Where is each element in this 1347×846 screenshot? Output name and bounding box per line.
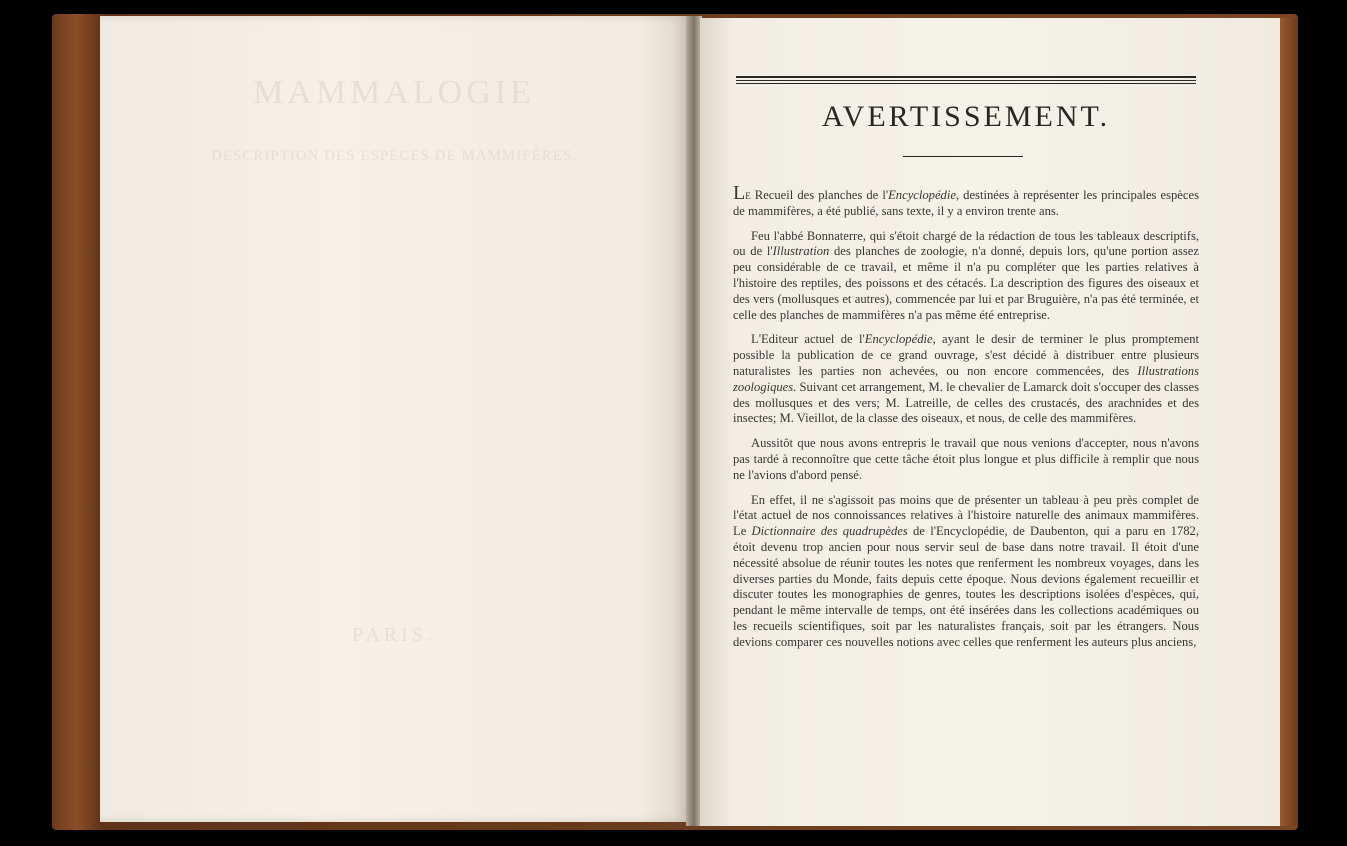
page-title: AVERTISSEMENT.: [821, 100, 1111, 133]
paragraph-5-text: En effet, il ne s'agissoit pas moins que de présenter un tableau à peu près complet de l'état actuel de nos connoissances relatives à l'histoire naturelle des animaux mammifères. Le: [733, 492, 1199, 539]
paragraph-4-text: Aussitôt que nous avons entrepris le travail que nous venions d'accepter, nous n'avons pas tardé à reconnoître que cette tâche étoit plus longue et plus difficile à remplir que nous ne l'avions d'abord pensé.: [733, 436, 1199, 482]
paragraph-2-text-end: des planches de zoologie, n'a donné, depuis lors, qu'une portion assez peu considérable de ce travail, et même il n'a pu compléter que les parties relatives à l'histoire des reptiles, des poissons et des cétacés. La description des figures des oiseaux et des vers (mollusques et autres), commencée par lui et par Bruguière, n'a pas été terminée, et celle des planches de mammifères n'a pas même été entreprise.: [733, 244, 1199, 322]
ghost-subtitle: DESCRIPTION DES ESPÈCES DE MAMMIFÈRES.: [211, 148, 577, 164]
ghost-imprint: PARIS.: [352, 624, 436, 646]
paragraph-2-text: Feu l'abbé Bonnaterre, qui s'étoit chargé de la rédaction de tous les tableaux descriptifs, ou de l': [733, 228, 1199, 259]
body-text: [733, 182, 1199, 660]
left-page: [100, 16, 688, 822]
paragraph-1-italic: Encyclopédie: [888, 188, 956, 202]
paragraph-3: [733, 332, 1199, 427]
title-rule: [903, 156, 1023, 157]
paragraph-1: [733, 182, 1199, 220]
ghost-title: MAMMALOGIE: [253, 74, 535, 111]
paragraph-3-italic-2: Illustrations zoologiques: [733, 363, 1199, 394]
small-caps: e: [745, 188, 751, 202]
paragraph-4: [733, 436, 1199, 483]
paragraph-3-text-end: . Suivant cet arrangement, M. le chevalier de Lamarck doit s'occuper des classes des mollusques et des vers; M. Latreille, de celles des crustacés, des arachnides et des insectes; M. Vieillot, de la classe des oiseaux, et nous, de celle des mammifères.: [733, 379, 1199, 426]
paragraph-5: [733, 493, 1199, 651]
cover-edge: [1280, 18, 1298, 826]
paragraph-3-text: L'Editeur actuel de l': [751, 332, 865, 347]
paragraph-1-text-end: , destinées à représenter les principales espèces de mammifères, a été publié, sans texte, il y a environ trente ans.: [733, 188, 1199, 218]
drop-cap: L: [733, 182, 746, 204]
paragraph-1-text: Recueil des planches de l': [750, 188, 889, 202]
header-double-rule: [736, 76, 1196, 84]
paragraph-2-italic: Illustration: [772, 244, 830, 259]
paragraph-2: [733, 229, 1199, 324]
paragraph-3-text-mid: , ayant le desir de terminer le plus promptement possible la publication de ce grand ouvrage, s'est décidé à distribuer entre plusieurs naturalistes les parties non achevées, ou non encore commencées, des: [733, 332, 1199, 378]
paragraph-5-italic: Dictionnaire des quadrupèdes: [751, 524, 908, 539]
paragraph-3-italic: Encyclopédie: [864, 332, 933, 347]
paragraph-5-text-end: de l'Encyclopédie, de Daubenton, qui a paru en 1782, étoit devenu trop ancien pour nous servir seul de base dans notre travail. Il étoit d'une nécessité absolue de réunir toutes les notes que renferment les nombreux voyages, dans les diverses parties du Monde, faits depuis cette époque. Nous devions également recueillir et discuter toutes les monographies de genres, toutes les descriptions isolées d'espèces, qui, pendant le même intervalle de temps, ont été insérées dans les collections académiques ou les recueils scientifiques, soit par les naturalistes français, soit par les étrangers. Nous devions comparer ces nouvelles notions avec celles que renferment les auteurs plus anciens,: [733, 524, 1199, 649]
